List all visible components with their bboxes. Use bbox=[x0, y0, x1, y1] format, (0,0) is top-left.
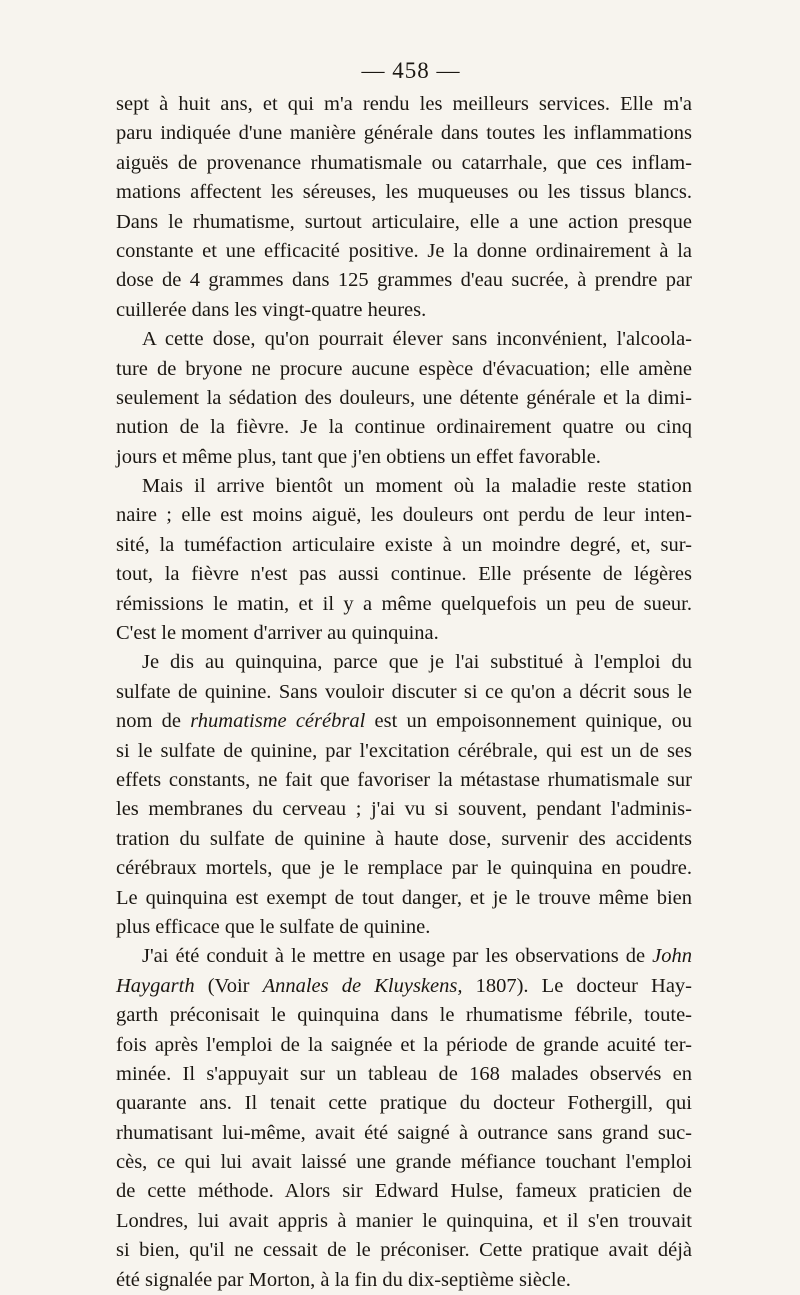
text-line: seulement la sédation des douleurs, une détente générale et la dimi- bbox=[116, 386, 692, 409]
text-line: cès, ce qui lui avait laissé une grande méfiance touchant l'emploi bbox=[116, 1151, 692, 1174]
text-line bbox=[116, 942, 692, 971]
text-line: tration du sulfate de quinine à haute dose, survenir des accidents bbox=[116, 827, 692, 850]
text-segment: nom de bbox=[116, 710, 191, 733]
text-line: sept à huit ans, et qui m'a rendu les meilleurs services. Elle m'a bbox=[116, 93, 692, 115]
text-segment: 1807). Le docteur Hay- bbox=[462, 974, 692, 997]
text-line: ture de bryone ne procure aucune espèce d'évacuation; elle amène bbox=[116, 357, 692, 380]
italic-citation: Annales de Kluyskens, bbox=[262, 974, 463, 997]
text-line: Dans le rhumatisme, surtout articulaire, elle a une action presque bbox=[116, 210, 692, 233]
text-line: Mais il arrive bientôt un moment où la maladie reste station bbox=[142, 475, 692, 498]
text-line: constante et une efficacité positive. Je la donne ordinairement à la bbox=[116, 239, 692, 262]
text-line: A cette dose, qu'on pourrait élever sans inconvénient, l'alcoola- bbox=[142, 328, 692, 351]
italic-author: John bbox=[652, 945, 692, 968]
text-line: les membranes du cerveau ; j'ai vu si souvent, pendant l'adminis- bbox=[116, 798, 692, 821]
italic-author: Haygarth bbox=[116, 974, 195, 997]
text-line: Le quinquina est exempt de tout danger, et je le trouve même bien bbox=[116, 886, 692, 909]
text-line: minée. Il s'appuyait sur un tableau de 168 malades observés en bbox=[116, 1062, 692, 1085]
text-line: dose de 4 grammes dans 125 grammes d'eau sucrée, à prendre par bbox=[116, 269, 692, 292]
text-line: Je dis au quinquina, parce que je l'ai substitué à l'emploi du bbox=[142, 651, 692, 674]
text-line: sité, la tuméfaction articulaire existe à un moindre degré, et, sur- bbox=[116, 533, 692, 556]
text-line: de cette méthode. Alors sir Edward Hulse, fameux praticien de bbox=[116, 1180, 692, 1203]
text-line: quarante ans. Il tenait cette pratique du docteur Fothergill, qui bbox=[116, 1092, 692, 1115]
text-line bbox=[116, 707, 692, 736]
text-line: été signalée par Morton, à la fin du dix-septième siècle. bbox=[116, 1268, 571, 1291]
text-segment: est un empoisonnement quinique, ou bbox=[365, 710, 692, 733]
text-line bbox=[116, 972, 692, 1001]
text-line: cuillerée dans les vingt-quatre heures. bbox=[116, 298, 427, 321]
text-line: si bien, qu'il ne cessait de le préconiser. Cette pratique avait déjà bbox=[116, 1239, 692, 1262]
text-line: naire ; elle est moins aiguë, les douleurs ont perdu de leur inten- bbox=[116, 504, 692, 527]
text-line: si le sulfate de quinine, par l'excitation cérébrale, qui est un de ses bbox=[116, 739, 692, 762]
text-line: nution de la fièvre. Je la continue ordinairement quatre ou cinq bbox=[116, 416, 692, 439]
text-line: sulfate de quinine. Sans vouloir discuter si ce qu'on a décrit sous le bbox=[116, 680, 692, 703]
text-line: rhumatisant lui-même, avait été saigné à outrance sans grand suc- bbox=[116, 1121, 692, 1144]
text-line: aiguës de provenance rhumatismale ou catarrhale, que ces inflam- bbox=[116, 151, 692, 174]
text-line: jours et même plus, tant que j'en obtiens un effet favorable. bbox=[116, 445, 601, 468]
text-segment: (Voir bbox=[194, 974, 263, 997]
text-line: rémissions le matin, et il y a même quelquefois un peu de sueur. bbox=[116, 592, 692, 615]
text-line: C'est le moment d'arriver au quinquina. bbox=[116, 622, 439, 645]
text-line: plus efficace que le sulfate de quinine. bbox=[116, 915, 431, 938]
text-line: fois après l'emploi de la saignée et la période de grande acuité ter- bbox=[116, 1033, 692, 1056]
italic-term: rhumatisme cérébral bbox=[190, 710, 366, 733]
text-line: mations affectent les séreuses, les muqueuses ou les tissus blancs. bbox=[116, 181, 692, 204]
page-number: — 458 — bbox=[361, 58, 461, 83]
text-line: cérébraux mortels, que je le remplace par le quinquina en poudre. bbox=[116, 857, 692, 880]
text-line: garth préconisait le quinquina dans le rhumatisme fébrile, toute- bbox=[116, 1004, 692, 1027]
text-segment: J'ai été conduit à le mettre en usage par les observations de bbox=[142, 945, 653, 968]
text-line: paru indiquée d'une manière générale dans toutes les inflammations bbox=[116, 122, 692, 145]
text-line: Londres, lui avait appris à manier le quinquina, et il s'en trouvait bbox=[116, 1209, 692, 1232]
text-line: tout, la fièvre n'est pas aussi continue. Elle présente de légères bbox=[116, 563, 692, 586]
text-line: effets constants, ne fait que favoriser la métastase rhumatismale sur bbox=[116, 768, 692, 791]
body-text bbox=[116, 90, 692, 1295]
